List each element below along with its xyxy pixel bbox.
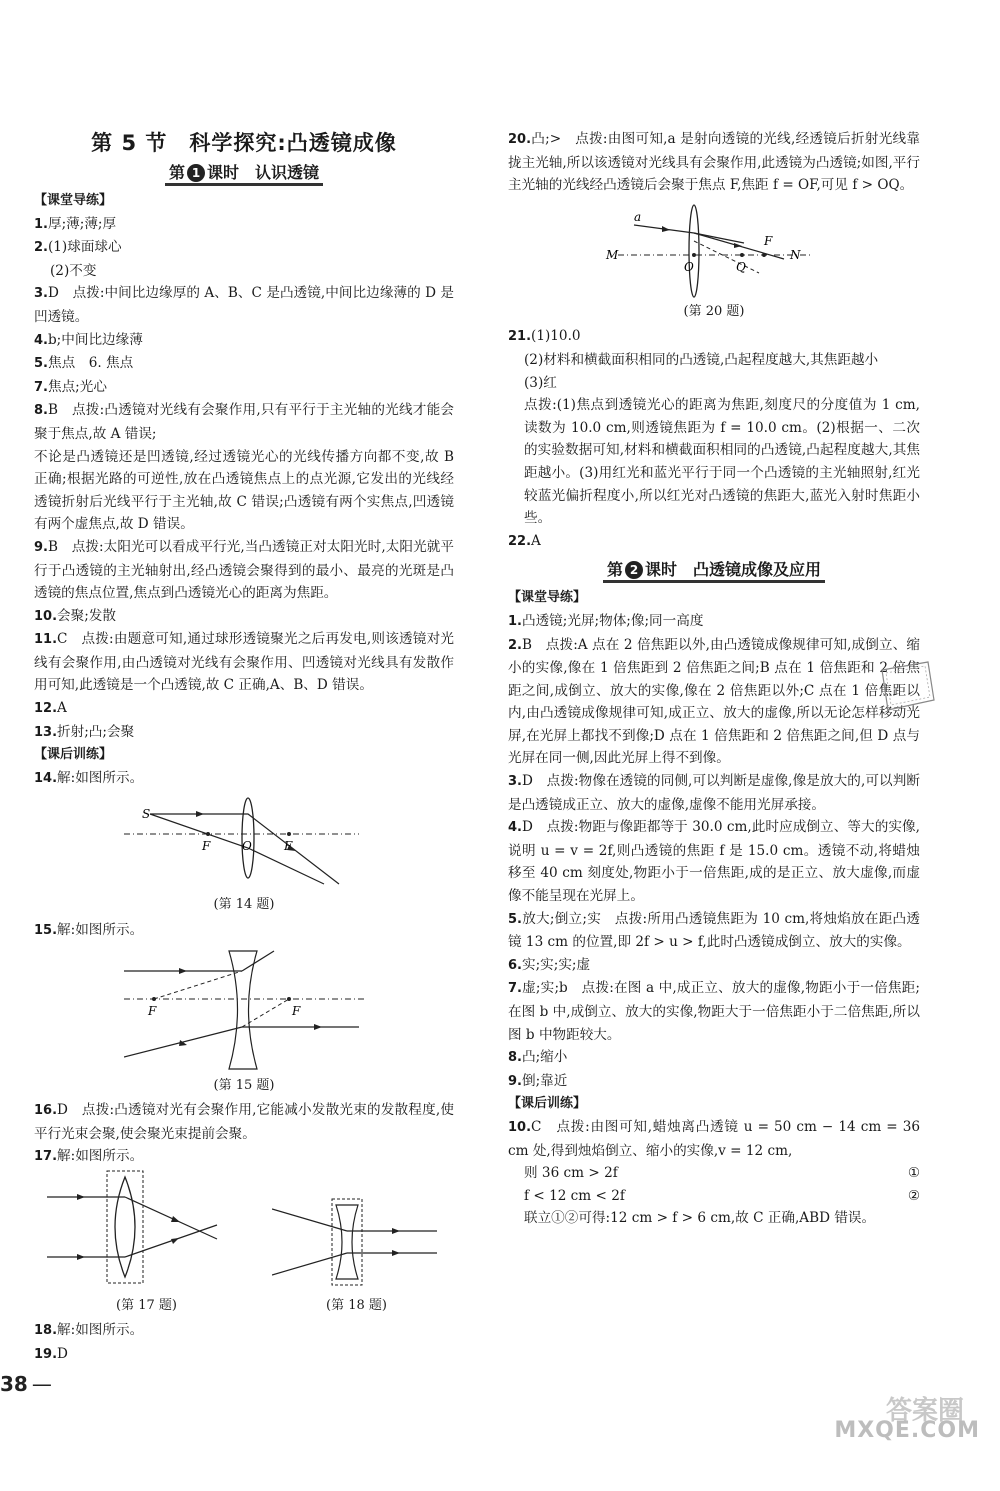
svg-text:O: O bbox=[242, 839, 252, 854]
right-answer-list-3 bbox=[508, 610, 920, 1093]
watermark-logo: 答案圈 bbox=[885, 1396, 964, 1426]
figure-17-diagram bbox=[47, 1169, 247, 1287]
svg-text:Q: Q bbox=[736, 259, 746, 274]
answer-item: 点拨:(1)焦点到透镜光心的距离为焦距,刻度尺的分度值为 1 cm,读数为 10.0 cm,则透镜焦距为 f = 10.0 cm。(2)根据一、二次的实验数据可知,材料和横截面积相同的凸透镜,凸起程度越大,其焦距越小。(3)用红光和蓝光平行于同一个凸透镜的主光轴照射,红光较蓝光偏折程度小,所以红光对凸透镜的焦距大,蓝光入射时焦距小些。 bbox=[524, 397, 920, 527]
answer-item: 13.折射;凸;会聚 bbox=[34, 723, 135, 740]
answer-item: 19.D bbox=[34, 1345, 68, 1362]
after-class-header: 【课后训练】 bbox=[34, 747, 113, 763]
answer-item: 1.凸透镜;光屏;物体;像;同一高度 bbox=[508, 612, 704, 629]
answer-item: 7.虚;实;b 点拨:在图 a 中,成正立、放大的虚像,物距小于一倍焦距;在图 b 中,成倒立、放大的实像,物距大于一倍焦距小于二倍焦距,所以图 b 中物距较大。 bbox=[508, 980, 920, 1043]
svg-text:F: F bbox=[292, 1003, 301, 1018]
answer-item: 6.实;实;实;虚 bbox=[508, 956, 591, 973]
answer-item: (2)材料和横截面积相同的凸透镜,凸起程度越大,其焦距越小 bbox=[524, 351, 879, 368]
right-answer-list-4 bbox=[508, 1116, 920, 1162]
figure-18-diagram bbox=[272, 1197, 442, 1287]
lesson-name: 课时 认识透镜 bbox=[207, 163, 320, 182]
equation-2: f < 12 cm < 2f ② bbox=[524, 1187, 920, 1204]
answer-item: 9.倒;靠近 bbox=[508, 1072, 568, 1089]
section-title: 第 5 节 科学探究:凸透镜成像 bbox=[91, 131, 397, 155]
answer-item: 4.D 点拨:物距与像距都等于 30.0 cm,此时应成倒立、等大的实像,说明 u = v = 2f,则凸透镜的焦距 f 是 15.0 cm。透镜不动,将蜡烛移至 40 cm 刻度处,物距小于一倍焦距,成的是正立、放大虚像,而虚像不能呈现在光屏上。 bbox=[508, 819, 920, 905]
lesson-1-title bbox=[34, 160, 454, 186]
answer-item: 8.B 点拨:凸透镜对光线有会聚作用,只有平行于主光轴的光线才能会聚于焦点,故 A 错误; bbox=[34, 402, 454, 442]
answer-item: 14.解:如图所示。 bbox=[34, 769, 144, 786]
answer-item: 7.焦点;光心 bbox=[34, 378, 107, 395]
caption-17: (第 17 题) bbox=[116, 1297, 177, 1313]
figure-17-18-row bbox=[34, 1169, 454, 1319]
answer-item: (3)红 bbox=[524, 374, 557, 391]
answer-item: 不论是凸透镜还是凹透镜,经过透镜光心的光线传播方向都不变,故 B 正确;根据光路的可逆性,放在凸透镜焦点上的点光源,它发出的光线经透镜折射后光线平行于主光轴,故 C 错误;凸透镜有两个实焦点,凹透镜有两个虚焦点,故 D 错误。 bbox=[34, 448, 454, 533]
lesson-number-badge: 2 bbox=[625, 561, 643, 579]
answer-item: 18.解:如图所示。 bbox=[34, 1322, 144, 1339]
caption-20: (第 20 题) bbox=[683, 303, 745, 319]
svg-text:N: N bbox=[790, 247, 801, 262]
figure-20-diagram bbox=[604, 201, 824, 301]
answer-item: 4.b;中间比边缘薄 bbox=[34, 331, 143, 348]
answer-item: 3.D 点拨:中间比边缘厚的 A、B、C 是凸透镜,中间比边缘薄的 D 是凹透镜。 bbox=[34, 285, 454, 325]
svg-text:F: F bbox=[284, 839, 293, 854]
figure-14-diagram bbox=[124, 794, 364, 894]
lesson-2-title: 第 2 课时 凸透镜成像及应用 bbox=[508, 557, 920, 583]
right-answer-list-2 bbox=[508, 325, 920, 553]
after-class-header-2: 【课后训练】 bbox=[508, 1096, 587, 1112]
answer-item: 2.(1)球面球心 bbox=[34, 239, 122, 256]
conclusion-text: 联立①②可得:12 cm > f > 6 cm,故 C 正确,ABD 错误。 bbox=[524, 1210, 876, 1227]
lesson-number-badge: 1 bbox=[187, 164, 205, 182]
caption-15: (第 15 题) bbox=[213, 1077, 275, 1093]
answer-item: 11.C 点拨:由题意可知,通过球形透镜聚光之后再发电,则该透镜对光线有会聚作用,由凸透镜对光线有会聚作用、凹透镜对光线具有发散作用可知,此透镜是一个凸透镜,故 C 正确,A、B、D 错误。 bbox=[34, 631, 454, 694]
class-guide-header-2: 【课堂导练】 bbox=[508, 590, 587, 606]
answer-item: 12.A bbox=[34, 700, 67, 717]
answer-item: 17.解:如图所示。 bbox=[34, 1148, 144, 1165]
caption-14: (第 14 题) bbox=[213, 897, 275, 913]
label-s: S bbox=[142, 807, 151, 822]
svg-text:F: F bbox=[202, 839, 211, 854]
answer-item: 5.焦点 6. 焦点 bbox=[34, 355, 134, 372]
figure-18 bbox=[272, 1197, 442, 1319]
svg-text:O: O bbox=[684, 259, 694, 274]
answer-item: 2.B 点拨:A 点在 2 倍焦距以外,由凸透镜成像规律可知,成倒立、缩小的实像,像在 1 倍焦距到 2 倍焦距之间;B 点在 1 倍焦距和 2 倍焦距之间,成倒立、放大的实像,像在 2 倍焦距以外;C 点在 1 倍焦距以内,由凸透镜成像规律可知,成正立、放大的虚像,所以无论怎样移动光屏,在光屏上都找不到像;D 点在 1 倍焦距和 2 倍焦距之间,但 D 点与光屏在同一侧,因此光屏上得不到像。 bbox=[508, 636, 920, 767]
answer-item: 10.会聚;发散 bbox=[34, 607, 116, 624]
left-answer-list bbox=[34, 213, 454, 745]
lesson-prefix: 第 bbox=[168, 163, 185, 182]
answer-item: 5.放大;倒立;实 点拨:所用凸透镜焦距为 10 cm,将烛焰放在距凸透镜 13 cm 的位置,即 2f > u > f,此时凸透镜成倒立、放大的实像。 bbox=[508, 910, 920, 951]
answer-item: 8.凸;缩小 bbox=[508, 1049, 568, 1066]
answer-item: 22.A bbox=[508, 532, 541, 549]
right-column bbox=[508, 128, 920, 1230]
right-answer-list-1 bbox=[508, 128, 920, 197]
equation-1: 则 36 cm > 2f ① bbox=[524, 1165, 920, 1182]
answer-item: 15.解:如图所示。 bbox=[34, 922, 144, 939]
answer-item: 21.(1)10.0 bbox=[508, 328, 581, 345]
answer-item: 20.凸;> 点拨:由图可知,a 是射向透镜的光线,经透镜后折射光线靠拢主光轴,所以该透镜对光线具有会聚作用,此透镜为凸透镜;如图,平行主光轴的光线经凸透镜后会聚于焦点 F,焦距 f = OF,可见 f > OQ。 bbox=[508, 131, 920, 194]
caption-18: (第 18 题) bbox=[326, 1297, 387, 1313]
answer-item: 16.D 点拨:凸透镜对光有会聚作用,它能减小发散光束的发散程度,使平行光束会聚,使会聚光束提前会聚。 bbox=[34, 1102, 454, 1142]
left-column bbox=[34, 128, 454, 1366]
stamp-icon bbox=[876, 660, 938, 712]
answer-item: (2)不变 bbox=[50, 262, 97, 279]
answer-item: 3.D 点拨:物像在透镜的同侧,可以判断是虚像,像是放大的,可以判断是凸透镜成正立、放大的虚像,虚像不能用光屏承接。 bbox=[508, 773, 920, 813]
figure-17 bbox=[47, 1169, 247, 1319]
watermark-url: MXQE.COM bbox=[834, 1418, 980, 1443]
svg-text:F: F bbox=[764, 233, 773, 248]
page-number: 38 — bbox=[0, 1372, 52, 1396]
svg-text:F: F bbox=[148, 1003, 157, 1018]
answer-item: 9.B 点拨:太阳光可以看成平行光,当凸透镜正对太阳光时,太阳光就平行于凸透镜的主光轴射出,经凸透镜会聚得到的最小、最亮的光斑是凸透镜的焦点位置,焦点到凸透镜光心的距离为焦距。 bbox=[34, 538, 454, 602]
answer-item: 1.厚;薄;薄;厚 bbox=[34, 215, 117, 232]
class-guide-header: 【课堂导练】 bbox=[34, 193, 113, 208]
figure-15-diagram bbox=[124, 947, 364, 1075]
svg-text:a: a bbox=[634, 209, 642, 224]
svg-text:M: M bbox=[606, 247, 619, 262]
answer-item: 10.C 点拨:由图可知,蜡烛离凸透镜 u = 50 cm − 14 cm = 36 cm 处,得到烛焰倒立、缩小的实像,v = 12 cm, bbox=[508, 1118, 920, 1159]
